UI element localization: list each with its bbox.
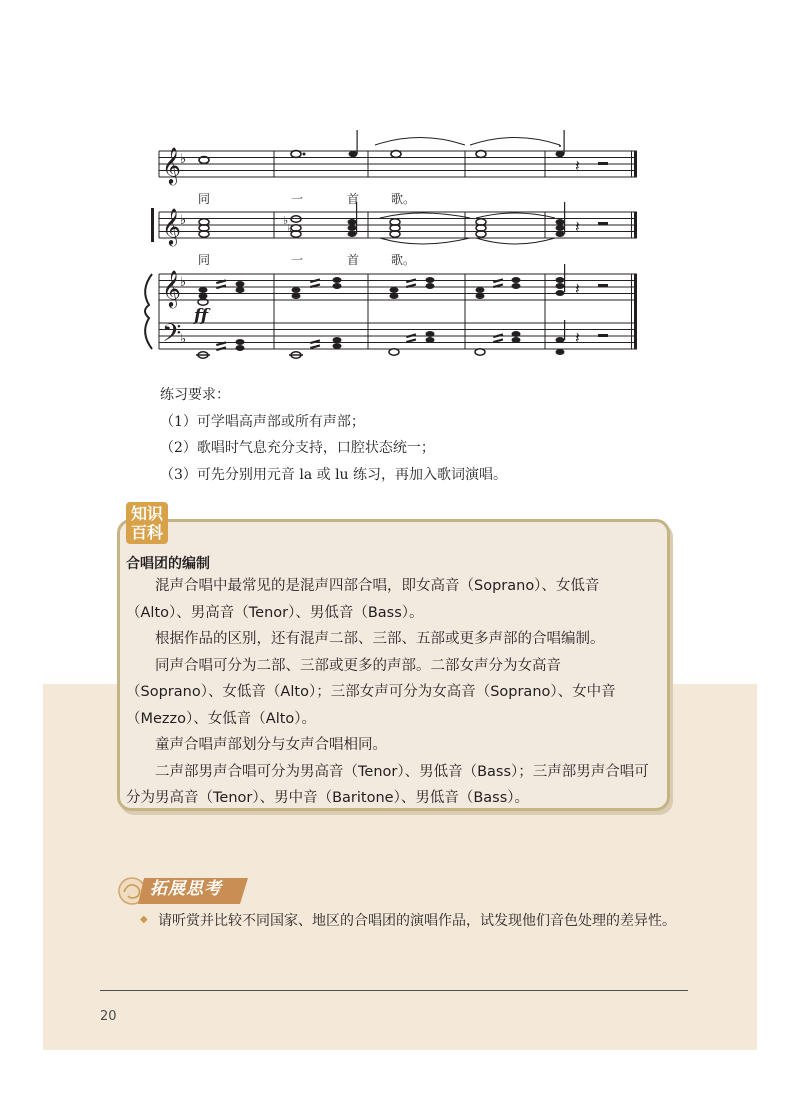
requirements-title: 练习要求： — [160, 387, 230, 403]
knowledge-paragraph: 根据作品的区别，还有混声二部、三部、五部或更多声部的合唱编制。 — [155, 631, 605, 647]
dynamic-marking: ff — [194, 306, 209, 326]
diamond-bullet-icon: ◆ — [140, 914, 148, 925]
svg-text:𝄽: 𝄽 — [575, 156, 580, 175]
requirement-item: （1）可学唱高声部或所有声部； — [160, 413, 365, 430]
svg-text:𝄽: 𝄽 — [575, 328, 580, 347]
lyric-word: 同 — [198, 253, 211, 267]
practice-requirements — [160, 382, 507, 488]
knowledge-paragraph: 二声部男声合唱可分为男高音（Tenor）、男低音（Bass）；三声部男声合唱可分为男高音（Tenor）、男中音（Baritone）、男低音（Bass）。 — [126, 763, 649, 806]
footer-divider — [100, 990, 688, 991]
knowledge-paragraph: 童声合唱声部划分与女声合唱相同。 — [155, 737, 387, 753]
lyric-word: 同 — [198, 192, 211, 206]
lyric-word: 歌。 — [391, 253, 416, 267]
svg-text:𝄞: 𝄞 — [162, 146, 181, 184]
lyric-word: 歌。 — [391, 192, 416, 206]
badge-line: 百科 — [130, 523, 163, 542]
knowledge-paragraph: 混声合唱中最常见的是混声四部合唱，即女高音（Soprano）、女低音（Alto）、男高音（Tenor）、男低音（Bass）。 — [126, 578, 600, 621]
svg-text:♭: ♭ — [283, 214, 289, 227]
svg-text:♭: ♭ — [287, 222, 293, 235]
svg-text:𝄢: 𝄢 — [162, 319, 182, 354]
svg-text:𝄽: 𝄽 — [575, 279, 580, 298]
svg-text:♭: ♭ — [180, 332, 187, 347]
lyric-word: 首 — [347, 253, 360, 267]
extension-text: 请听赏并比较不同国家、地区的合唱团的演唱作品，试发现他们音色处理的差异性。 — [158, 913, 676, 929]
page-number: 20 — [100, 1009, 117, 1024]
svg-text:𝄞: 𝄞 — [162, 207, 181, 245]
lyric-word: 一 — [291, 253, 304, 267]
staff-soprano — [159, 151, 637, 177]
svg-text:♭: ♭ — [180, 213, 187, 228]
lyric-word: 一 — [291, 192, 304, 206]
svg-text:♭: ♭ — [180, 152, 187, 167]
lyric-word: 首 — [347, 192, 360, 206]
svg-text:♭: ♭ — [180, 275, 187, 290]
svg-text:𝄽: 𝄽 — [575, 217, 580, 236]
staff-piano-bass — [159, 323, 637, 349]
requirement-item: （2）歌唱时气息充分支持，口腔状态统一； — [160, 440, 435, 456]
knowledge-paragraph: 同声合唱可分为二部、三部或更多的声部。二部女声分为女高音（Soprano）、女低音（Alto）；三部女声可分为女高音（Soprano）、女中音（Mezzo）、女低音（Alto）。 — [126, 657, 616, 727]
knowledge-badge — [126, 502, 168, 544]
knowledge-body — [126, 573, 654, 812]
requirement-item: （3）可先分别用元音 la 或 lu 练习，再加入歌词演唱。 — [160, 466, 508, 483]
badge-line: 知识 — [130, 504, 163, 523]
svg-text:𝄞: 𝄞 — [162, 269, 181, 307]
knowledge-title: 合唱团的编制 — [126, 556, 210, 572]
extension-label: 拓展思考 — [150, 879, 222, 899]
